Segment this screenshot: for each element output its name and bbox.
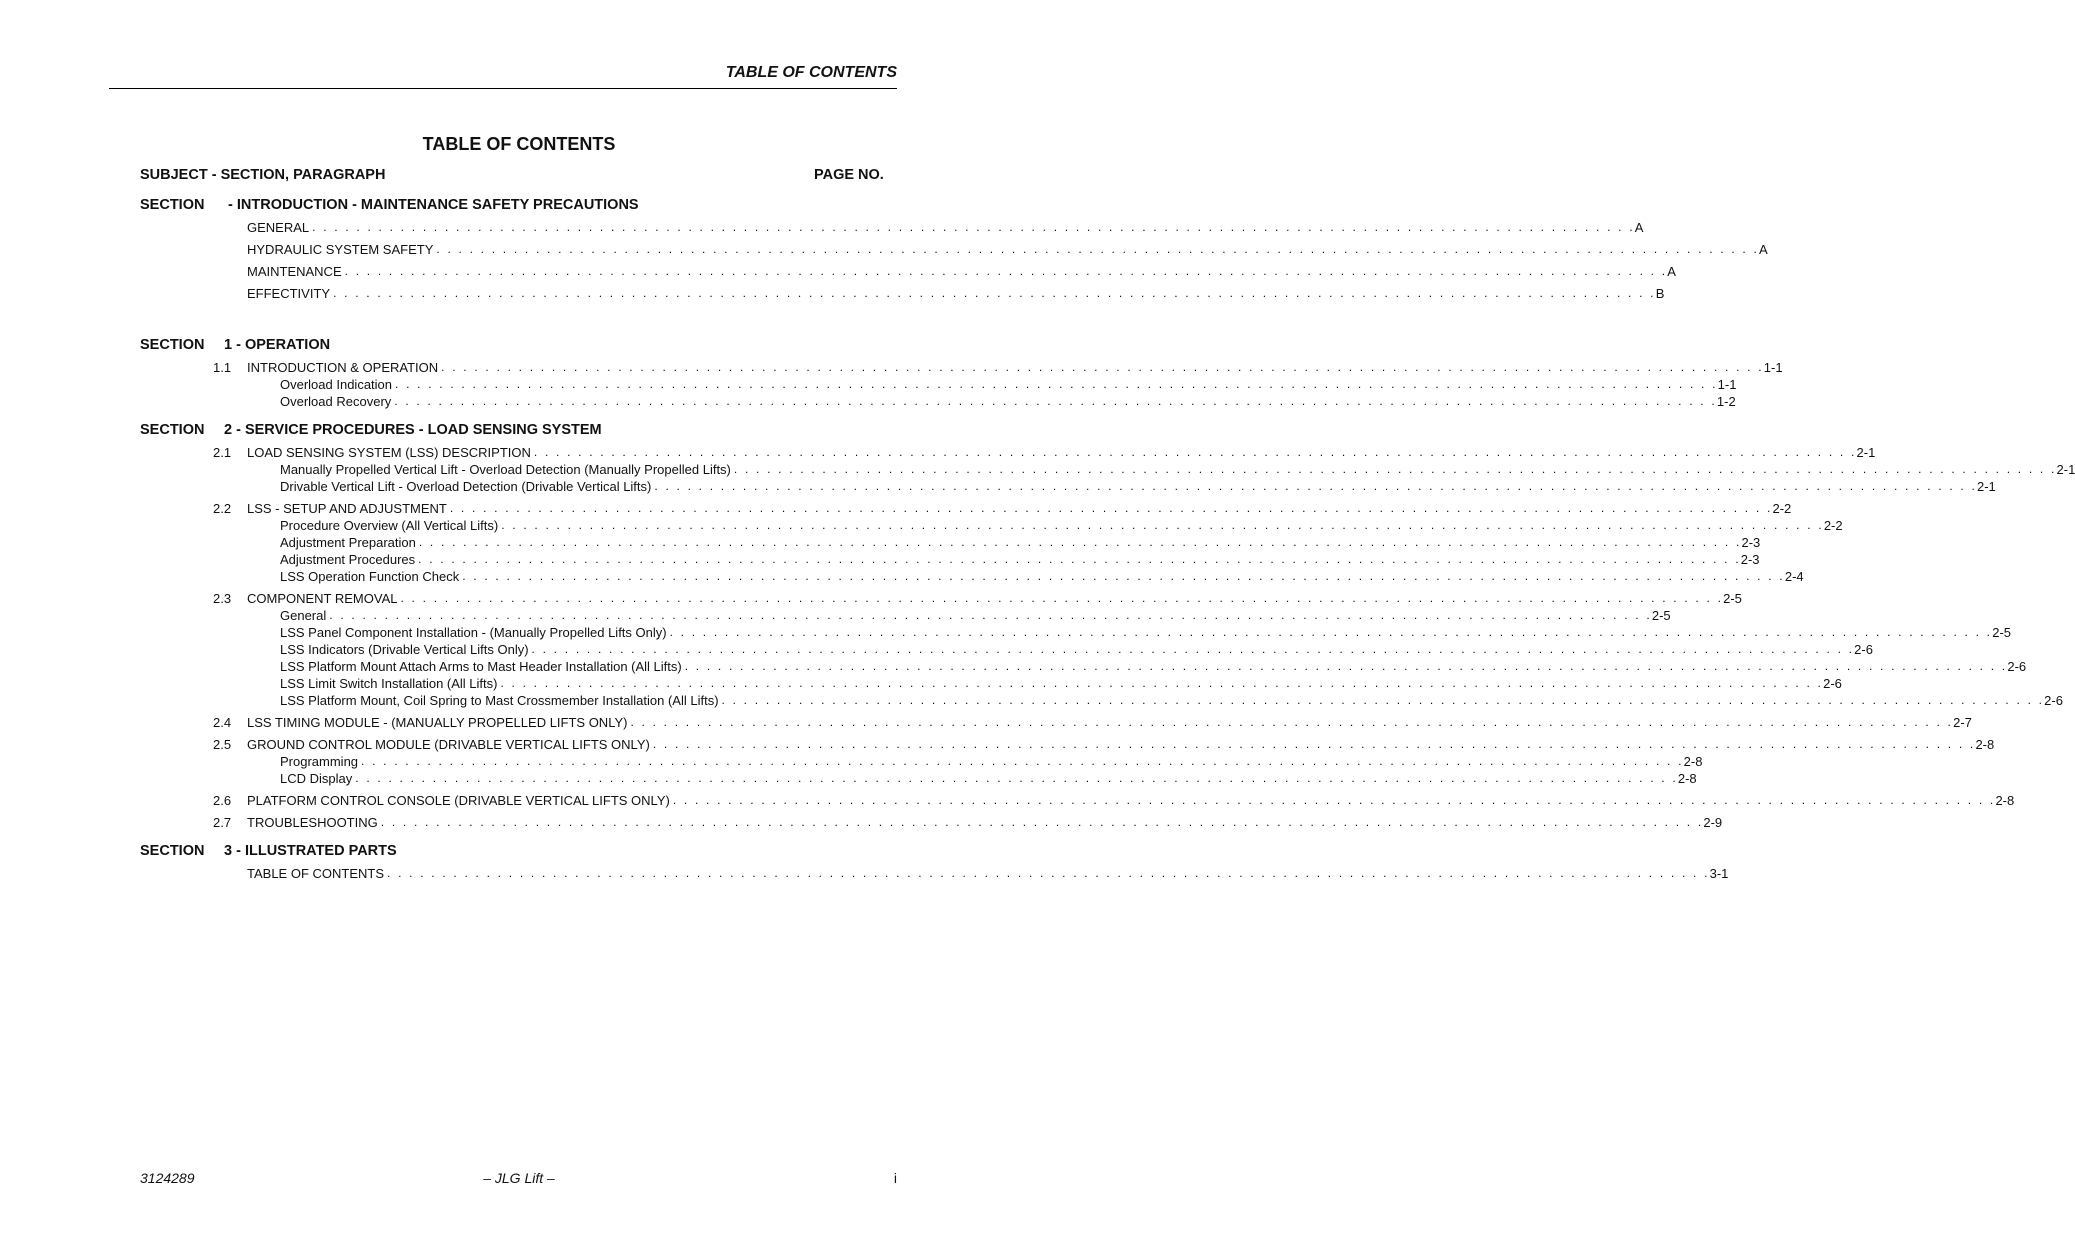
toc-entry[interactable] bbox=[140, 478, 1996, 495]
dot-leader: . . . . . . . . . . . . . . . . . . . . . . . . . . . . . . . . . . . . . . . . . . . . . . . . . . . . . . . . . . . . . . . . . . . . . . . . . . . . . . . . . . . . . . . . . . . . . . . . . . . . . . . . . . . . . . . . . . . . . . . . bbox=[672, 793, 1996, 807]
dot-leader: . . . . . . . . . . . . . . . . . . . . . . . . . . . . . . . . . . . . . . . . . . . . . . . . . . . . . . . . . . . . . . . . . . . . . . . . . . . . . . . . . . . . . . . . . . . . . . . . . . . . . . . . . . . . . . . . . . . . . . . . bbox=[684, 659, 2008, 673]
toc-entry[interactable] bbox=[140, 219, 1644, 236]
toc-entry-page: B bbox=[1655, 286, 1665, 301]
dot-leader: . . . . . . . . . . . . . . . . . . . . . . . . . . . . . . . . . . . . . . . . . . . . . . . . . . . . . . . . . . . . . . . . . . . . . . . . . . . . . . . . . . . . . . . . . . . . . . . . . . . . . . . . . . . . . . . . . . . . . . . . bbox=[733, 462, 2057, 476]
toc-entry-title: LSS Operation Function Check bbox=[280, 568, 462, 585]
toc-entry[interactable] bbox=[140, 500, 1792, 517]
section-heading bbox=[140, 841, 862, 861]
toc-entry[interactable] bbox=[140, 624, 2012, 641]
toc-entry-title: Procedure Overview (All Vertical Lifts) bbox=[280, 517, 501, 534]
section-number: 1 bbox=[224, 337, 233, 353]
section-number: 3 bbox=[224, 843, 233, 859]
dot-leader: . . . . . . . . . . . . . . . . . . . . . . . . . . . . . . . . . . . . . . . . . . . . . . . . . . . . . . . . . . . . . . . . . . . . . . . . . . . . . . . . . . . . . . . . . . . . . . . . . . . . . . . . . . . . . . . . . . . . . . . . bbox=[387, 866, 1710, 880]
toc-entry-page: 1-1 bbox=[1717, 377, 1737, 392]
dot-leader: . . . . . . . . . . . . . . . . . . . . . . . . . . . . . . . . . . . . . . . . . . . . . . . . . . . . . . . . . . . . . . . . . . . . . . . . . . . . . . . . . . . . . . . . . . . . . . . . . . . . . . . . . . . . . . . . . . . . . . . . bbox=[329, 608, 1652, 622]
toc-entry-title: Overload Recovery bbox=[280, 393, 394, 410]
toc-entry-page: 2-4 bbox=[1784, 569, 1804, 584]
toc-entry-number: 2.4 bbox=[213, 715, 232, 730]
footer-brand: – JLG Lift – bbox=[483, 1170, 555, 1186]
toc-entry[interactable] bbox=[140, 865, 1729, 882]
toc-entry[interactable] bbox=[140, 814, 1723, 831]
toc-entry[interactable] bbox=[140, 393, 1736, 410]
toc-entry[interactable] bbox=[140, 444, 1876, 461]
section-label: SECTION bbox=[140, 843, 205, 859]
dot-leader: . . . . . . . . . . . . . . . . . . . . . . . . . . . . . . . . . . . . . . . . . . . . . . . . . . . . . . . . . . . . . . . . . . . . . . . . . . . . . . . . . . . . . . . . . . . . . . . . . . . . . . . . . . . . . . . . . . . . . . . . bbox=[531, 642, 1855, 656]
column-heading-page: PAGE NO. bbox=[814, 167, 884, 183]
toc-entry-page: 2-5 bbox=[1723, 591, 1742, 606]
toc-entry[interactable] bbox=[140, 568, 1804, 585]
dot-leader: . . . . . . . . . . . . . . . . . . . . . . . . . . . . . . . . . . . . . . . . . . . . . . . . . . . . . . . . . . . . . . . . . . . . . . . . . . . . . . . . . . . . . . . . . . . . . . . . . . . . . . . . . . . . . . . . . . . . . . . . bbox=[441, 360, 1764, 374]
footer-page-number: i bbox=[893, 1170, 897, 1186]
column-heading-subject: SUBJECT - SECTION, PARAGRAPH bbox=[140, 167, 386, 183]
section-label: SECTION bbox=[140, 337, 205, 353]
toc-entry-page: 2-2 bbox=[1823, 518, 1843, 533]
section-heading bbox=[140, 420, 862, 440]
toc-entry-title: LSS Platform Mount Attach Arms to Mast Header Installation (All Lifts) bbox=[280, 658, 685, 675]
toc-entry-page: 3-1 bbox=[1709, 866, 1729, 881]
section-title: - ILLUSTRATED PARTS bbox=[236, 843, 397, 859]
toc-entry-page: 1-1 bbox=[1763, 360, 1783, 375]
toc-entry-page: 2-6 bbox=[2044, 693, 2063, 708]
toc-entry-page: A bbox=[1667, 264, 1676, 279]
toc-entry-page: 1-2 bbox=[1716, 394, 1736, 409]
toc-entry[interactable] bbox=[140, 641, 1873, 658]
toc-entry[interactable] bbox=[140, 692, 2063, 709]
toc-entry[interactable] bbox=[140, 241, 1768, 258]
toc-entry-title: LSS Indicators (Drivable Vertical Lifts Only) bbox=[280, 641, 532, 658]
toc-entry-number: 2.7 bbox=[213, 815, 232, 830]
toc-entry-title: Drivable Vertical Lift - Overload Detection (Drivable Vertical Lifts) bbox=[280, 478, 654, 495]
toc-entry-title: LSS - SETUP AND ADJUSTMENT bbox=[247, 500, 450, 517]
dot-leader: . . . . . . . . . . . . . . . . . . . . . . . . . . . . . . . . . . . . . . . . . . . . . . . . . . . . . . . . . . . . . . . . . . . . . . . . . . . . . . . . . . . . . . . . . . . . . . . . . . . . . . . . . . . . . . . . . . . . . . . . bbox=[395, 377, 1718, 391]
toc-entry-title: LSS Platform Mount, Coil Spring to Mast Crossmember Installation (All Lifts) bbox=[280, 692, 722, 709]
toc-entry[interactable] bbox=[140, 359, 1783, 376]
toc-entry-title: LOAD SENSING SYSTEM (LSS) DESCRIPTION bbox=[247, 444, 534, 461]
toc-entry[interactable] bbox=[140, 590, 1742, 607]
toc-entry-number: 2.5 bbox=[213, 737, 232, 752]
dot-leader: . . . . . . . . . . . . . . . . . . . . . . . . . . . . . . . . . . . . . . . . . . . . . . . . . . . . . . . . . . . . . . . . . . . . . . . . . . . . . . . . . . . . . . . . . . . . . . . . . . . . . . . . . . . . . . . . . . . . . . . . bbox=[380, 815, 1704, 829]
toc-entry[interactable] bbox=[140, 770, 1697, 787]
toc-entry-page: 2-2 bbox=[1772, 501, 1792, 516]
section-label: SECTION bbox=[140, 422, 205, 438]
toc-entry[interactable] bbox=[140, 607, 1671, 624]
toc-entry-title: Adjustment Preparation bbox=[280, 534, 419, 551]
toc-entry[interactable] bbox=[140, 675, 1842, 692]
toc-entry-number: 2.6 bbox=[213, 793, 232, 808]
dot-leader: . . . . . . . . . . . . . . . . . . . . . . . . . . . . . . . . . . . . . . . . . . . . . . . . . . . . . . . . . . . . . . . . . . . . . . . . . . . . . . . . . . . . . . . . . . . . . . . . . . . . . . . . . . . . . . . . . . . . . . . . bbox=[361, 754, 1684, 768]
dot-leader: . . . . . . . . . . . . . . . . . . . . . . . . . . . . . . . . . . . . . . . . . . . . . . . . . . . . . . . . . . . . . . . . . . . . . . . . . . . . . . . . . . . . . . . . . . . . . . . . . . . . . . . . . . . . . . . . . . . . . . . . bbox=[669, 625, 1993, 639]
toc-entry-page: 2-3 bbox=[1740, 552, 1760, 567]
toc-entry-page: 2-8 bbox=[1995, 793, 2015, 808]
toc-entry-title: EFFECTIVITY bbox=[247, 285, 333, 302]
toc-entry-page: 2-7 bbox=[1953, 715, 1972, 730]
header-title: TABLE OF CONTENTS bbox=[725, 64, 897, 81]
toc-entry[interactable] bbox=[140, 517, 1843, 534]
dot-leader: . . . . . . . . . . . . . . . . . . . . . . . . . . . . . . . . . . . . . . . . . . . . . . . . . . . . . . . . . . . . . . . . . . . . . . . . . . . . . . . . . . . . . . . . . . . . . . . . . . . . . . . . . . . . . . . . . . . . . . . . bbox=[344, 264, 1668, 278]
section-number: 2 bbox=[224, 422, 233, 438]
dot-leader: . . . . . . . . . . . . . . . . . . . . . . . . . . . . . . . . . . . . . . . . . . . . . . . . . . . . . . . . . . . . . . . . . . . . . . . . . . . . . . . . . . . . . . . . . . . . . . . . . . . . . . . . . . . . . . . . . . . . . . . . bbox=[654, 479, 1977, 493]
toc-entry-title: MAINTENANCE bbox=[247, 263, 345, 280]
toc-entry-title: GROUND CONTROL MODULE (DRIVABLE VERTICAL LIFTS ONLY) bbox=[247, 736, 653, 753]
toc-entry-title: COMPONENT REMOVAL bbox=[247, 590, 400, 607]
toc-entry-title: LCD Display bbox=[280, 770, 355, 787]
toc-entry-page: 2-9 bbox=[1703, 815, 1723, 830]
toc-entry-page: 2-1 bbox=[1856, 445, 1876, 460]
toc-entry[interactable] bbox=[140, 753, 1703, 770]
toc-entry-title: Manually Propelled Vertical Lift - Overload Detection (Manually Propelled Lifts) bbox=[280, 461, 734, 478]
dot-leader: . . . . . . . . . . . . . . . . . . . . . . . . . . . . . . . . . . . . . . . . . . . . . . . . . . . . . . . . . . . . . . . . . . . . . . . . . . . . . . . . . . . . . . . . . . . . . . . . . . . . . . . . . . . . . . . . . . . . . . . . bbox=[449, 501, 1773, 515]
dot-leader: . . . . . . . . . . . . . . . . . . . . . . . . . . . . . . . . . . . . . . . . . . . . . . . . . . . . . . . . . . . . . . . . . . . . . . . . . . . . . . . . . . . . . . . . . . . . . . . . . . . . . . . . . . . . . . . . . . . . . . . . bbox=[533, 445, 1857, 459]
toc-entry-number: 1.1 bbox=[213, 360, 232, 375]
toc-entry-title: TROUBLESHOOTING bbox=[247, 814, 381, 831]
dot-leader: . . . . . . . . . . . . . . . . . . . . . . . . . . . . . . . . . . . . . . . . . . . . . . . . . . . . . . . . . . . . . . . . . . . . . . . . . . . . . . . . . . . . . . . . . . . . . . . . . . . . . . . . . . . . . . . . . . . . . . . . bbox=[500, 676, 1824, 690]
toc-entry-title: TABLE OF CONTENTS bbox=[247, 865, 387, 882]
section-heading bbox=[140, 195, 862, 215]
toc-entry-number: 2.1 bbox=[213, 445, 232, 460]
section-title: - INTRODUCTION - MAINTENANCE SAFETY PRECAUTIONS bbox=[228, 197, 639, 213]
toc-entry-page: 2-3 bbox=[1741, 535, 1761, 550]
dot-leader: . . . . . . . . . . . . . . . . . . . . . . . . . . . . . . . . . . . . . . . . . . . . . . . . . . . . . . . . . . . . . . . . . . . . . . . . . . . . . . . . . . . . . . . . . . . . . . . . . . . . . . . . . . . . . . . . . . . . . . . . bbox=[400, 591, 1724, 605]
table-of-contents bbox=[140, 195, 2075, 887]
section-heading bbox=[140, 335, 862, 355]
dot-leader: . . . . . . . . . . . . . . . . . . . . . . . . . . . . . . . . . . . . . . . . . . . . . . . . . . . . . . . . . . . . . . . . . . . . . . . . . . . . . . . . . . . . . . . . . . . . . . . . . . . . . . . . . . . . . . . . . . . . . . . . bbox=[436, 242, 1759, 256]
dot-leader: . . . . . . . . . . . . . . . . . . . . . . . . . . . . . . . . . . . . . . . . . . . . . . . . . . . . . . . . . . . . . . . . . . . . . . . . . . . . . . . . . . . . . . . . . . . . . . . . . . . . . . . . . . . . . . . . . . . . . . . . bbox=[418, 535, 1742, 549]
toc-entry[interactable] bbox=[140, 263, 1676, 280]
footer-doc-number: 3124289 bbox=[140, 1170, 195, 1186]
toc-entry-title: LSS Panel Component Installation - (Manually Propelled Lifts Only) bbox=[280, 624, 670, 641]
toc-entry-page: 2-1 bbox=[1977, 479, 1996, 494]
toc-entry[interactable] bbox=[140, 736, 1995, 753]
toc-entry[interactable] bbox=[140, 658, 2027, 675]
toc-entry-title: LSS Limit Switch Installation (All Lifts) bbox=[280, 675, 500, 692]
toc-entry-page: 2-6 bbox=[2007, 659, 2027, 674]
toc-entry-page: 2-5 bbox=[1992, 625, 2012, 640]
toc-entry-title: INTRODUCTION & OPERATION bbox=[247, 359, 441, 376]
page-title: TABLE OF CONTENTS bbox=[422, 134, 616, 154]
dot-leader: . . . . . . . . . . . . . . . . . . . . . . . . . . . . . . . . . . . . . . . . . . . . . . . . . . . . . . . . . . . . . . . . . . . . . . . . . . . . . . . . . . . . . . . . . . . . . . . . . . . . . . . . . . . . . . . . . . . . . . . . bbox=[312, 220, 1635, 234]
dot-leader: . . . . . . . . . . . . . . . . . . . . . . . . . . . . . . . . . . . . . . . . . . . . . . . . . . . . . . . . . . . . . . . . . . . . . . . . . . . . . . . . . . . . . . . . . . . . . . . . . . . . . . . . . . . . . . . . . . . . . . . . bbox=[355, 771, 1678, 785]
toc-entry-page: A bbox=[1759, 242, 1768, 257]
dot-leader: . . . . . . . . . . . . . . . . . . . . . . . . . . . . . . . . . . . . . . . . . . . . . . . . . . . . . . . . . . . . . . . . . . . . . . . . . . . . . . . . . . . . . . . . . . . . . . . . . . . . . . . . . . . . . . . . . . . . . . . . bbox=[462, 569, 1785, 583]
section-label: SECTION bbox=[140, 197, 205, 213]
dot-leader: . . . . . . . . . . . . . . . . . . . . . . . . . . . . . . . . . . . . . . . . . . . . . . . . . . . . . . . . . . . . . . . . . . . . . . . . . . . . . . . . . . . . . . . . . . . . . . . . . . . . . . . . . . . . . . . . . . . . . . . . bbox=[333, 286, 1656, 300]
dot-leader: . . . . . . . . . . . . . . . . . . . . . . . . . . . . . . . . . . . . . . . . . . . . . . . . . . . . . . . . . . . . . . . . . . . . . . . . . . . . . . . . . . . . . . . . . . . . . . . . . . . . . . . . . . . . . . . . . . . . . . . . bbox=[394, 394, 1717, 408]
toc-entry[interactable] bbox=[140, 461, 2075, 478]
section-title: - SERVICE PROCEDURES - LOAD SENSING SYSTEM bbox=[236, 422, 602, 438]
toc-entry-title: HYDRAULIC SYSTEM SAFETY bbox=[247, 241, 436, 258]
toc-entry-page: 2-6 bbox=[1854, 642, 1873, 657]
toc-entry-number: 2.2 bbox=[213, 501, 232, 516]
toc-entry-title: GENERAL bbox=[247, 219, 312, 236]
toc-entry[interactable] bbox=[140, 376, 1737, 393]
header-rule bbox=[109, 88, 897, 89]
toc-entry-page: A bbox=[1634, 220, 1644, 235]
dot-leader: . . . . . . . . . . . . . . . . . . . . . . . . . . . . . . . . . . . . . . . . . . . . . . . . . . . . . . . . . . . . . . . . . . . . . . . . . . . . . . . . . . . . . . . . . . . . . . . . . . . . . . . . . . . . . . . . . . . . . . . . bbox=[418, 552, 1741, 566]
dot-leader: . . . . . . . . . . . . . . . . . . . . . . . . . . . . . . . . . . . . . . . . . . . . . . . . . . . . . . . . . . . . . . . . . . . . . . . . . . . . . . . . . . . . . . . . . . . . . . . . . . . . . . . . . . . . . . . . . . . . . . . . bbox=[652, 737, 1976, 751]
dot-leader: . . . . . . . . . . . . . . . . . . . . . . . . . . . . . . . . . . . . . . . . . . . . . . . . . . . . . . . . . . . . . . . . . . . . . . . . . . . . . . . . . . . . . . . . . . . . . . . . . . . . . . . . . . . . . . . . . . . . . . . . bbox=[721, 693, 2045, 707]
toc-entry[interactable] bbox=[140, 285, 1665, 302]
toc-entry-title: General bbox=[280, 607, 329, 624]
toc-entry[interactable] bbox=[140, 792, 2015, 809]
toc-entry-page: 2-5 bbox=[1651, 608, 1671, 623]
toc-entry[interactable] bbox=[140, 714, 1972, 731]
toc-entry-page: 2-8 bbox=[1683, 754, 1703, 769]
dot-leader: . . . . . . . . . . . . . . . . . . . . . . . . . . . . . . . . . . . . . . . . . . . . . . . . . . . . . . . . . . . . . . . . . . . . . . . . . . . . . . . . . . . . . . . . . . . . . . . . . . . . . . . . . . . . . . . . . . . . . . . . bbox=[501, 518, 1824, 532]
toc-entry-number: 2.3 bbox=[213, 591, 232, 606]
toc-entry-page: 2-6 bbox=[1823, 676, 1842, 691]
section-title: - OPERATION bbox=[236, 337, 331, 353]
toc-entry-page: 2-8 bbox=[1677, 771, 1697, 786]
toc-entry-page: 2-1 bbox=[2056, 462, 2075, 477]
toc-entry[interactable] bbox=[140, 534, 1761, 551]
toc-entry-title: Programming bbox=[280, 753, 361, 770]
toc-entry-title: Overload Indication bbox=[280, 376, 395, 393]
toc-entry-title: PLATFORM CONTROL CONSOLE (DRIVABLE VERTICAL LIFTS ONLY) bbox=[247, 792, 673, 809]
dot-leader: . . . . . . . . . . . . . . . . . . . . . . . . . . . . . . . . . . . . . . . . . . . . . . . . . . . . . . . . . . . . . . . . . . . . . . . . . . . . . . . . . . . . . . . . . . . . . . . . . . . . . . . . . . . . . . . . . . . . . . . . bbox=[630, 715, 1954, 729]
toc-entry[interactable] bbox=[140, 551, 1760, 568]
toc-entry-title: LSS TIMING MODULE - (MANUALLY PROPELLED LIFTS ONLY) bbox=[247, 714, 630, 731]
toc-entry-title: Adjustment Procedures bbox=[280, 551, 418, 568]
toc-entry-page: 2-8 bbox=[1975, 737, 1995, 752]
